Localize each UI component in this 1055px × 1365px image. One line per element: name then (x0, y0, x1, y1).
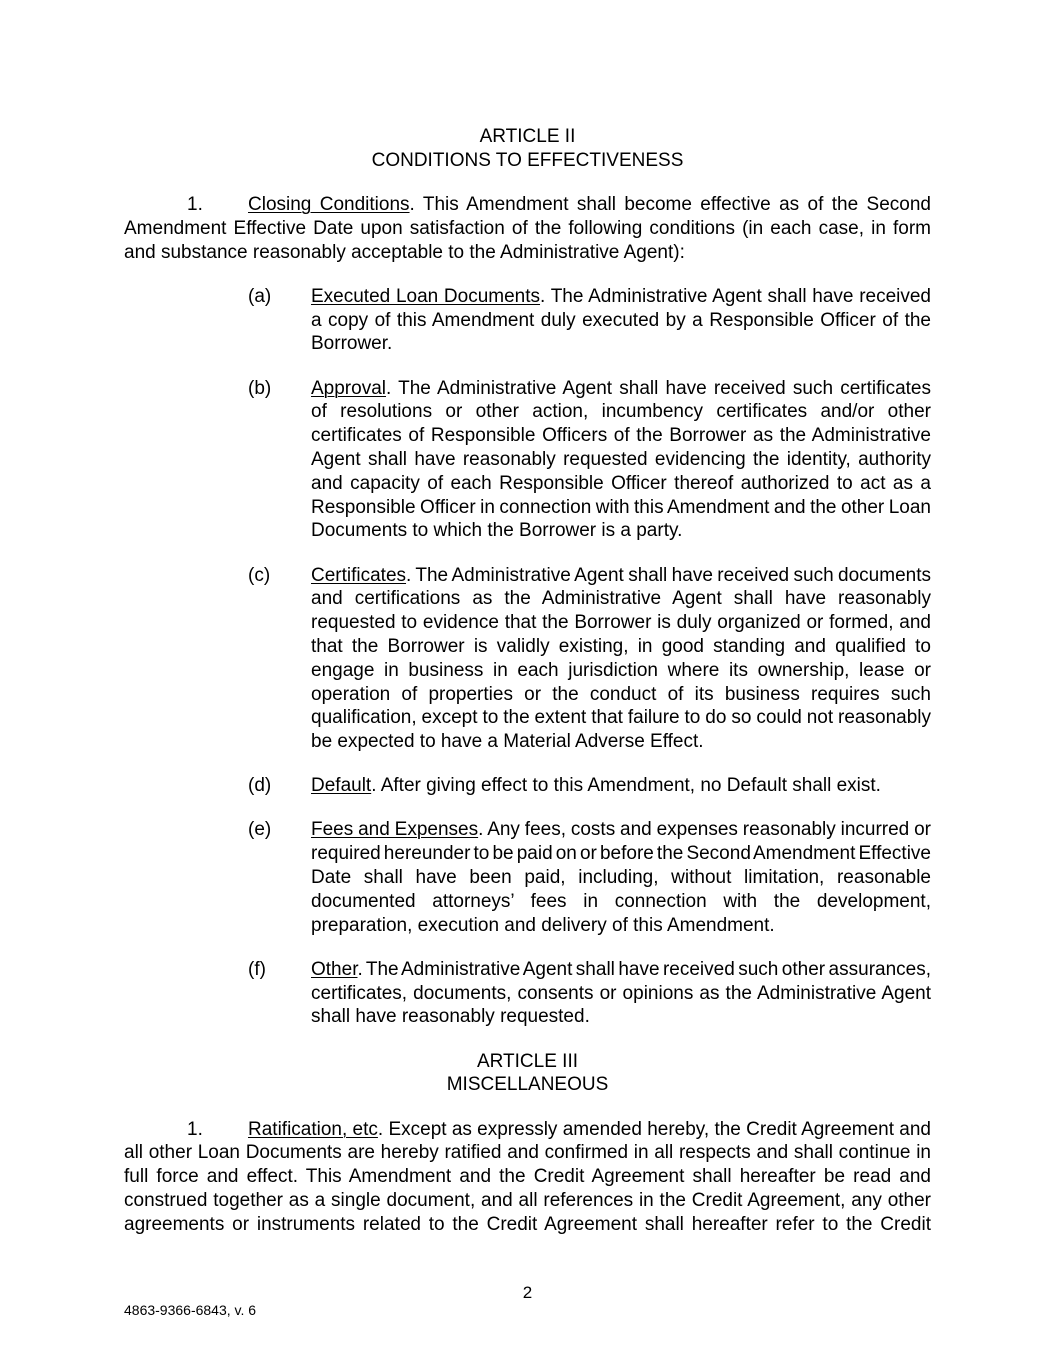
text-line: Agent shall have reasonably requested evidencing the identity, authority (311, 448, 931, 470)
condition-heading: Fees and Expenses (311, 819, 479, 841)
text-line (124, 1118, 931, 1142)
text-line (311, 818, 931, 842)
condition-heading: Other (311, 958, 358, 980)
text-line (311, 774, 931, 798)
text-line: engage in business in each jurisdiction where its ownership, lease or (311, 659, 931, 681)
text-line: preparation, execution and delivery of this Amendment. (311, 914, 775, 936)
section-number: 1. (187, 1118, 203, 1140)
text-line (311, 958, 931, 982)
article-ii-heading (124, 125, 931, 173)
text-line (124, 193, 931, 217)
condition-e (248, 818, 931, 937)
text-line: that the Borrower is validly existing, in good standing and qualified to (311, 635, 931, 657)
text-run: . This Amendment shall become effective as of the Second (409, 193, 931, 215)
article-iii-heading (124, 1050, 931, 1098)
document-id: 4863-9366-6843, v. 6 (124, 1302, 257, 1318)
text-line: qualification, except to the extent that failure to do so could not reasonably (311, 707, 931, 729)
condition-heading: Default (311, 775, 372, 797)
text-line: Amendment Effective Date upon satisfaction of the following conditions (in each case, in form (124, 217, 931, 239)
condition-label: (b) (248, 377, 272, 399)
condition-label: (e) (248, 819, 272, 841)
text-line: and substance reasonably acceptable to the Administrative Agent): (124, 241, 685, 263)
section-heading: Closing Conditions (248, 193, 410, 215)
text-line: certificates of Responsible Officers of the Borrower as the Administrative (311, 425, 931, 447)
condition-label: (a) (248, 285, 272, 307)
text-line: required hereunder to be paid on or before the Second Amendment Effective (311, 843, 931, 865)
text-line: construed together as a single document, and all references in the Credit Agreement, any other (124, 1190, 931, 1211)
condition-heading: Certificates (311, 564, 407, 586)
section-number: 1. (187, 193, 203, 215)
condition-f (248, 958, 931, 1029)
article-title: ARTICLE II (479, 126, 576, 147)
text-line: Date shall have been paid, including, without limitation, reasonable (311, 867, 931, 889)
text-line: be expected to have a Material Adverse Effect. (311, 731, 704, 753)
text-run: . The Administrative Agent shall have received such other assurances, (357, 958, 931, 980)
condition-b (248, 377, 931, 544)
text-line: a copy of this Amendment duly executed by a Responsible Officer of the (311, 309, 931, 331)
text-line: certificates, documents, consents or opinions as the Administrative Agent (311, 982, 931, 1004)
text-line (311, 377, 931, 401)
text-line: Responsible Officer in connection with this Amendment and the other Loan (311, 496, 931, 518)
condition-label: (d) (248, 775, 272, 797)
text-run: . The Administrative Agent shall have received (540, 285, 932, 307)
text-run: . Except as expressly amended hereby, the Credit Agreement and (377, 1118, 931, 1140)
condition-d (248, 774, 931, 798)
text-line: shall have reasonably requested. (311, 1006, 590, 1028)
text-run: . After giving effect to this Amendment, no Default shall exist. (371, 775, 881, 797)
text-run: . Any fees, costs and expenses reasonably incurred or (478, 819, 931, 841)
page-body (124, 125, 931, 1237)
condition-heading: Executed Loan Documents (311, 285, 541, 307)
article-subtitle: CONDITIONS TO EFFECTIVENESS (371, 149, 684, 171)
text-run: . The Administrative Agent shall have received such documents (406, 564, 931, 586)
condition-label: (f) (248, 958, 266, 980)
text-line: Documents to which the Borrower is a party. (311, 520, 683, 542)
article-title: ARTICLE III (476, 1050, 578, 1072)
section-heading: Ratification, etc (248, 1118, 378, 1140)
condition-c (248, 564, 931, 754)
text-line: Borrower. (311, 333, 393, 355)
text-line: all other Loan Documents are hereby ratified and confirmed in all respects and shall continue in (124, 1142, 931, 1164)
condition-label: (c) (248, 564, 271, 586)
text-line: of resolutions or other action, incumbency certificates and/or other (311, 401, 931, 423)
text-line: full force and effect. This Amendment and the Credit Agreement shall hereafter be read and (124, 1166, 931, 1188)
text-line: operation of properties or the conduct of its business requires such (311, 683, 931, 705)
text-line: requested to evidence that the Borrower is duly organized or formed, and (311, 612, 931, 634)
text-line: agreements or instruments related to the Credit Agreement shall hereafter refer to the Credit (124, 1213, 931, 1235)
page-number: 2 (522, 1283, 533, 1302)
text-line: documented attorneys’ fees in connection with the development, (311, 890, 931, 912)
text-line: and capacity of each Responsible Officer thereof authorized to act as a (311, 472, 931, 494)
text-line (311, 564, 931, 588)
article-subtitle: MISCELLANEOUS (446, 1074, 609, 1096)
section-ratification (124, 1118, 931, 1237)
condition-heading: Approval (311, 377, 386, 399)
section-closing-conditions (124, 193, 931, 264)
text-run: . The Administrative Agent shall have received such certificates (386, 377, 931, 399)
text-line: and certifications as the Administrative Agent shall have reasonably (311, 588, 931, 610)
text-line (311, 285, 931, 309)
condition-a (248, 285, 932, 356)
